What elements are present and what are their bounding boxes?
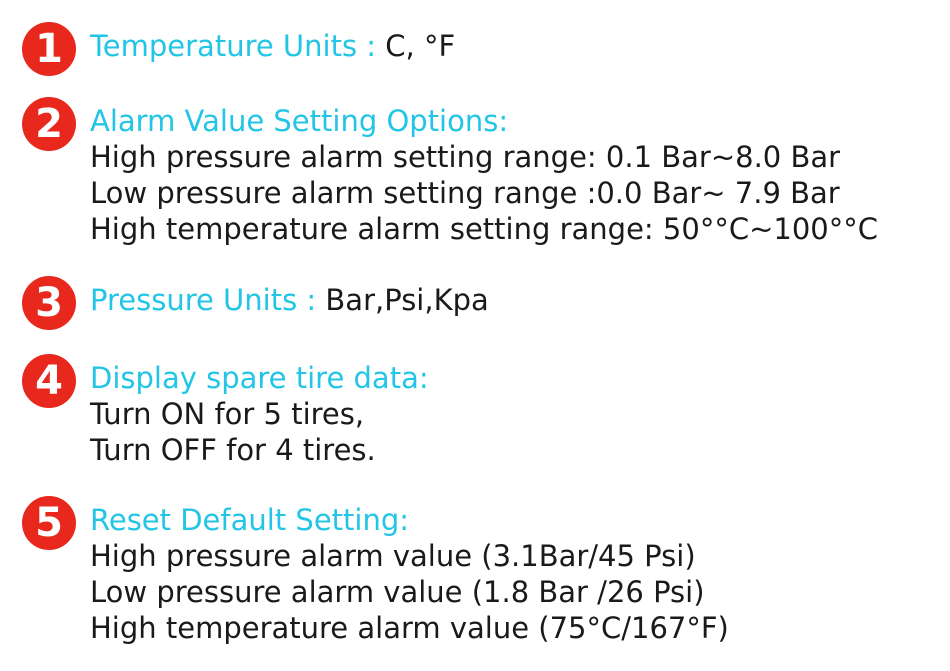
number-badge-2: 2 (22, 97, 76, 151)
item-heading: Reset Default Setting: (90, 503, 410, 537)
item-heading: Alarm Value Setting Options: (90, 104, 509, 138)
item-line: High pressure alarm setting range: 0.1 Bar~8.0 Bar (90, 140, 841, 174)
item-line: High temperature alarm value (75°C/167°F) (90, 611, 729, 645)
item-line: Low pressure alarm value (1.8 Bar /26 Psi) (90, 575, 705, 609)
item-value: C, °F (385, 29, 456, 63)
number-badge-4: 4 (22, 354, 76, 408)
item-heading: Pressure Units : (90, 283, 317, 317)
item-heading-row (90, 28, 455, 64)
item-text (90, 282, 489, 318)
item-heading-row (90, 282, 489, 318)
item-text (90, 360, 429, 468)
item-line: Turn OFF for 4 tires. (90, 433, 376, 467)
number-badge-1: 1 (22, 22, 76, 76)
item-text (90, 28, 455, 64)
item-heading: Display spare tire data: (90, 361, 429, 395)
item-line: High temperature alarm setting range: 50°°C~100°°C (90, 212, 878, 246)
item-line: Low pressure alarm setting range :0.0 Bar~ 7.9 Bar (90, 176, 840, 210)
item-text (90, 103, 878, 247)
number-badge-5: 5 (22, 496, 76, 550)
item-text (90, 502, 729, 646)
number-badge-3: 3 (22, 276, 76, 330)
item-value: Bar,Psi,Kpa (325, 283, 489, 317)
item-line: Turn ON for 5 tires, (90, 397, 365, 431)
item-line: High pressure alarm value (3.1Bar/45 Psi) (90, 539, 696, 573)
item-heading: Temperature Units : (90, 29, 377, 63)
